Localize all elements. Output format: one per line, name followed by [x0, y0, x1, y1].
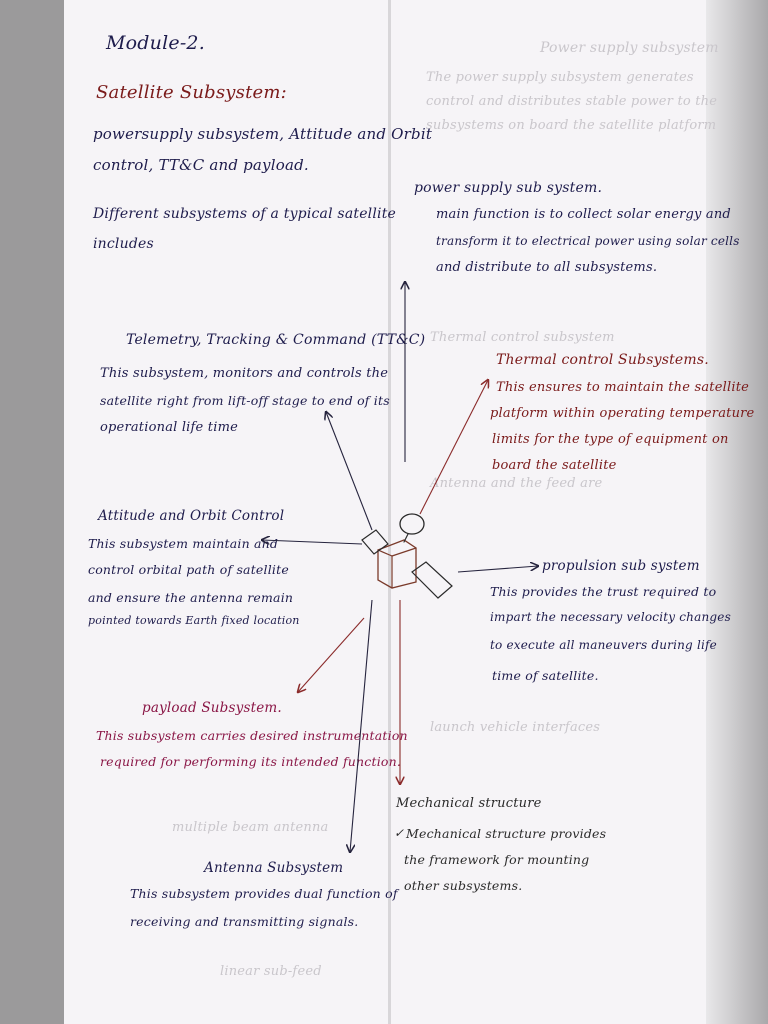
arrow-payload	[298, 618, 364, 692]
mechanical-bullet: ✓	[394, 826, 405, 840]
module-title: Module-2.	[106, 32, 205, 54]
satellite-sketch	[362, 514, 452, 598]
diagram-arrows	[262, 282, 538, 852]
arrow-ttc	[326, 412, 372, 530]
section-heading: Satellite Subsystem:	[96, 82, 287, 103]
arrow-thermal	[420, 380, 488, 514]
arrow-propulsion	[458, 566, 538, 572]
arrow-antenna	[350, 600, 372, 852]
arrow-attitude	[262, 540, 362, 544]
